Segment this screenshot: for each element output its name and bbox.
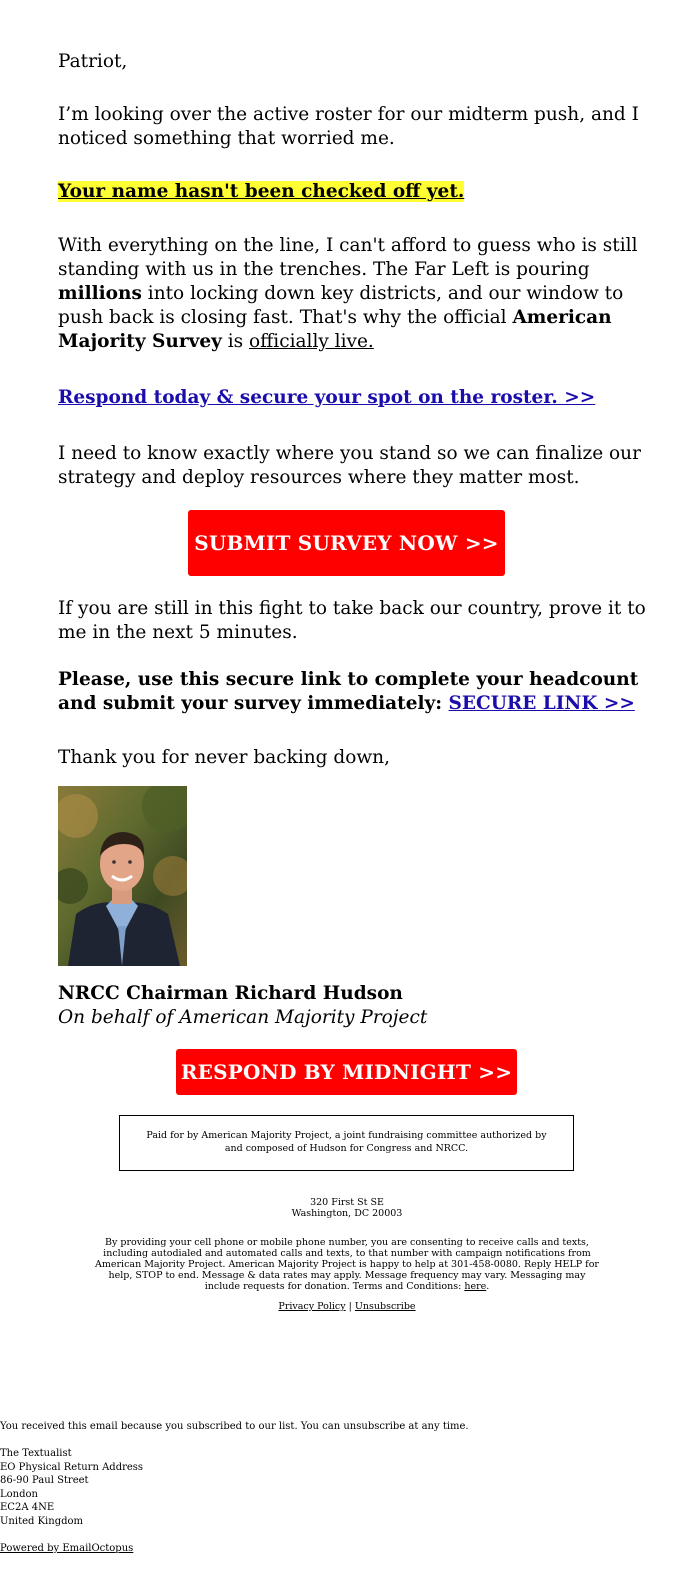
signoff: Thank you for never backing down, (58, 747, 390, 768)
respond-by-midnight-button[interactable]: RESPOND BY MIDNIGHT >> (176, 1049, 517, 1095)
sender-line: United Kingdom (0, 1515, 83, 1527)
body-bold-millions: millions (58, 283, 142, 304)
powered-by (0, 1542, 133, 1556)
mailing-address (250, 1197, 444, 1219)
sms-terms: By providing your cell phone or mobile phone number, you are consenting to receive calls and texts, including autodialed and automated calls and texts, to that number with campaign notifications from American Majority Project. American Majority Project is happy to help at 301-458-0080. Reply HELP for help, STOP to end. Message & data rates may apply. Message frequency may vary. Messaging may include requests for donation. Terms and Conditions: here. (95, 1237, 599, 1292)
disclaimer-box (119, 1115, 574, 1171)
highlight-text: Your name hasn't been checked off yet. (58, 181, 465, 202)
disclaimer-text: Paid for by American Majority Project, a joint fundraising committee authorized by and composed of Hudson for Congress and NRCC. (146, 1130, 547, 1154)
intro-paragraph: I’m looking over the active roster for our midterm push, and I noticed something that worried me. (58, 104, 639, 149)
terms-link[interactable]: here (464, 1281, 487, 1292)
sender-line: EO Physical Return Address (0, 1461, 144, 1473)
strategy-paragraph: I need to know exactly where you stand so we can finalize our strategy and deploy resources where they matter most. (58, 443, 641, 488)
sender-line: London (0, 1488, 38, 1500)
body-bold-survey: American Majority Survey (58, 307, 612, 352)
address-line-1: 320 First St SE (310, 1197, 384, 1208)
secure-link[interactable]: SECURE LINK >> (448, 693, 635, 714)
respond-link[interactable]: Respond today & secure your spot on the roster. >> (58, 387, 596, 408)
sender-line: EC2A 4NE (0, 1502, 55, 1513)
privacy-policy-link[interactable]: Privacy Policy (278, 1301, 346, 1312)
body-text-3: is (221, 331, 250, 352)
sender-line: The Textualist (0, 1448, 72, 1459)
greeting: Patriot, (58, 51, 128, 72)
submit-survey-button[interactable]: SUBMIT SURVEY NOW >> (188, 510, 505, 576)
secure-text: Please, use this secure link to complete your headcount and submit your survey immediately: (58, 669, 639, 714)
unsubscribe-link[interactable]: Unsubscribe (354, 1301, 416, 1312)
body-text-1: With everything on the line, I can't afford to guess who is still standing with us in the trenches. The Far Left is pouring (58, 235, 638, 280)
sender-address (0, 1447, 143, 1528)
highlight-paragraph (58, 180, 648, 204)
fight-paragraph: If you are still in this fight to take back our country, prove it to me in the next 5 minutes. (58, 598, 646, 643)
body-underline-live: officially live. (249, 331, 374, 352)
sender-line: 86-90 Paul Street (0, 1475, 89, 1486)
signer-name: NRCC Chairman Richard Hudson (58, 983, 403, 1004)
link-separator: | (345, 1301, 355, 1312)
signer-photo (58, 786, 187, 966)
footer-links (250, 1301, 444, 1312)
body-text-2: into locking down key districts, and our window to push back is closing fast. That's why the official (58, 283, 624, 328)
body-paragraph (58, 234, 648, 354)
subscription-notice: You received this email because you subscribed to our list. You can unsubscribe at any time. (0, 1421, 469, 1432)
emailoctopus-link[interactable]: Powered by EmailOctopus (0, 1543, 134, 1554)
signer-title: On behalf of American Majority Project (58, 1007, 428, 1028)
respond-paragraph (58, 386, 648, 410)
sms-terms-text: By providing your cell phone or mobile phone number, you are consenting to receive calls and texts, including autodialed and automated calls and texts, to that number with campaign notifications from American Majority Project. American Majority Project is happy to help at 301-458-0080. Reply HELP for help, STOP to end. Message & data rates may apply. Message frequency may vary. Messaging may include requests for donation. Terms and Conditions: (95, 1237, 599, 1292)
address-line-2: Washington, DC 20003 (291, 1208, 403, 1219)
secure-paragraph (58, 668, 648, 716)
